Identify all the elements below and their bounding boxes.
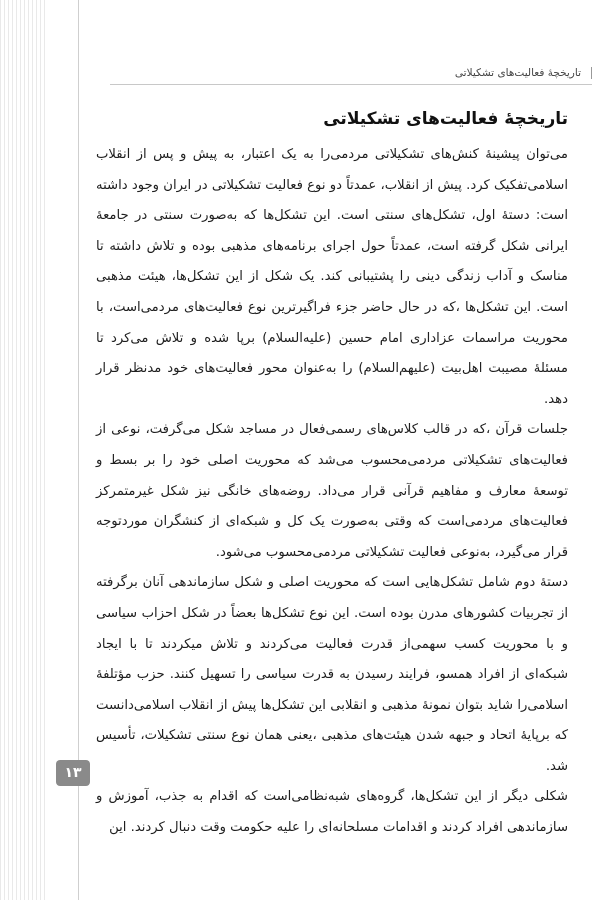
header-rule: [110, 84, 592, 85]
paragraph-4: شکلی دیگر از این تشکل‌ها، گروه‌های شبه‌نظامی‌است که اقدام به جذب، آموزش و سازماندهی افراد کردند و اقدامات مسلحانه‌ای را علیه حکومت وقت دنبال کردند. این: [96, 789, 568, 836]
paragraph-2: جلسات قرآن ،که در قالب کلاس‌های رسمی‌فعال در مساجد شکل می‌گرفت، نوعی از فعالیت‌های تشکیلاتی مردمی‌محسوب می‌شد که محوریت اصلی خود را بر بسط و توسعهٔ معارف و مفاهیم قرآنی قرار می‌داد. روضه‌های خانگی نیز شکل غیرمتمرکز فعالیت‌های مردمی‌است که وقتی به‌صورت یک کل و شبکه‌ای از کنشگران موردتوجه قرار می‌گیرد، به‌نوعی فعالیت تشکیلاتی مردمی‌محسوب می‌شود.: [96, 422, 568, 560]
page-number: ۱۳: [56, 760, 90, 786]
paragraph-3: دستهٔ دوم شامل تشکل‌هایی است که محوریت اصلی و شکل سازماندهی آنان برگرفته از تجربیات کشورهای مدرن بوده است. این نوع تشکل‌ها بعضاً در شکل احزاب سیاسی و با محوریت کسب سهمی‌از قدرت فعالیت می‌کردند و تلاش میکردند تا با ایجاد شبکه‌ای از افراد همسو، فرایند رسیدن به قدرت سیاسی را تسهیل کنند. حزب مؤتلفهٔ اسلامی‌را شاید بتوان نمونهٔ مذهبی و انقلابی این تشکل‌ها پیش از انقلاب اسلامی‌دانست که برپایهٔ اتحاد و جبهه شدن هیئت‌های مذهبی ،یعنی همان نوع سنتی تشکیلات، تأسیس شد.: [96, 575, 568, 774]
page-title: تاریخچهٔ فعالیت‌های تشکیلاتی: [323, 109, 568, 129]
running-title: تاریخچهٔ فعالیت‌های تشکیلاتی: [455, 67, 592, 79]
paragraph-1: می‌توان پیشینهٔ کنش‌های تشکیلاتی مردمی‌را به یک اعتبار، به پیش و پس از انقلاب اسلامی‌تفکیک کرد. پیش از انقلاب، عمدتاً دو نوع فعالیت تشکیلاتی در ایران وجود داشته است: دستهٔ اول، تشکل‌های سنتی است. این تشکل‌ها که به‌صورت سنتی در جامعهٔ ایرانی شکل گرفته است، عمدتاً حول اجرای برنامه‌های مذهبی بوده و تلاش داشته تا مناسک و آداب زندگی دینی را پشتیبانی کند. یک شکل از این تشکل‌ها، هیئت مذهبی است. این تشکل‌ها ،که در حال حاضر جزء فراگیرترین نوع فعالیت‌های مردمی‌است، با محوریت مراسمات عزاداری امام حسین (علیه‌السلام) برپا شده و تلاش می‌کرد تا مسئلهٔ مصیبت اهل‌بیت (علیهم‌السلام) را به‌عنوان محور فعالیت‌های خود مدنظر قرار دهد.: [96, 147, 568, 407]
page-content: [96, 104, 568, 844]
running-header: [110, 62, 592, 84]
margin-stripes: [0, 0, 48, 900]
